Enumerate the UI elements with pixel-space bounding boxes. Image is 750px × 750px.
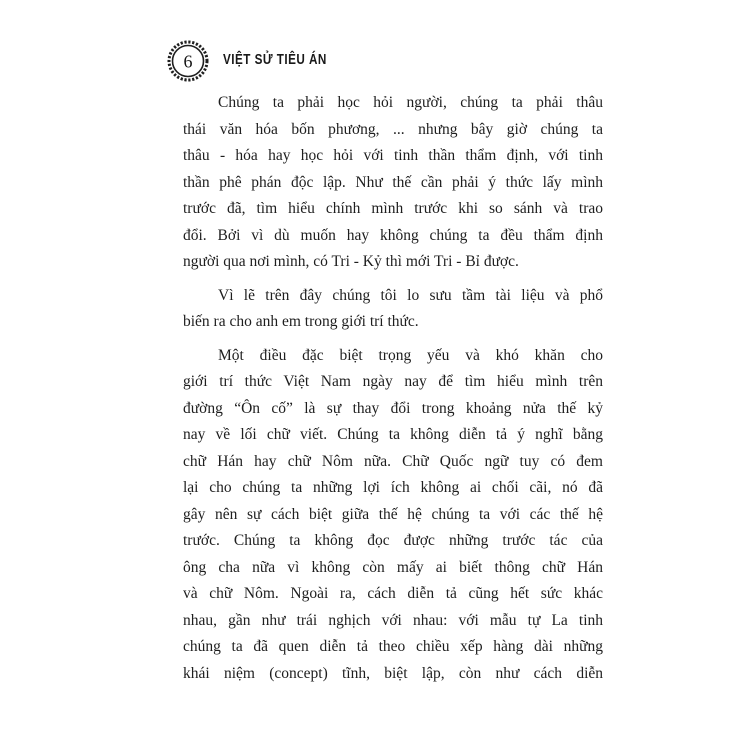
paragraph-1 (183, 90, 603, 276)
text-line: đổi. Bởi vì dù muốn hay không chúng ta đều thẩm định (183, 226, 603, 244)
paragraph-3 (183, 343, 603, 688)
text-line: nay về lối chữ viết. Chúng ta không diễn tả ý nghĩ bằng (183, 426, 603, 443)
text-line: trước. Chúng ta không đọc được những trước tác của (183, 532, 603, 549)
text-line: thái văn hóa bốn phương, ... nhưng bây giờ chúng ta (183, 120, 603, 138)
running-title: VIỆT SỬ TIÊU ÁN (223, 51, 327, 68)
text-line: lại cho chúng ta những lợi ích không ai chối cãi, nó đã (183, 479, 603, 496)
page-number: 6 (183, 51, 193, 72)
page-header (166, 39, 356, 83)
text-line: giới trí thức Việt Nam ngày nay để tìm hiểu mình trên (183, 373, 603, 390)
page-number-badge (166, 39, 210, 83)
text-line: trước đã, tìm hiểu chính mình trước khi so sánh và trao (183, 200, 603, 217)
text-line: thâu - hóa hay học hỏi với tinh thần thẩm định, với tinh (183, 147, 603, 164)
paragraph-2 (183, 283, 603, 336)
text-line: đường “Ôn cố” là sự thay đổi trong khoảng nửa thế kỷ (183, 399, 603, 417)
text-line: thần phê phán độc lập. Như thế cần phải ý thức lấy mình (183, 173, 603, 191)
text-line: Chúng ta phải học hỏi người, chúng ta phải thâu (218, 94, 603, 111)
text-line: chúng ta đã quen diễn tả theo chiều xếp hàng dài những (183, 638, 603, 655)
text-line: và chữ Nôm. Ngoài ra, cách diễn tả cũng hết sức khác (183, 585, 603, 602)
text-line: Một điều đặc biệt trọng yếu và khó khăn cho (218, 346, 603, 364)
text-line: ông cha nữa vì không còn mấy ai biết thông chữ Hán (183, 558, 603, 576)
text-line: người qua nơi mình, có Tri - Kỷ thì mới Tri - Bỉ được. (183, 253, 519, 270)
body-text (183, 90, 603, 687)
text-line: Vì lẽ trên đây chúng tôi lo sưu tầm tài liệu và phổ (218, 286, 603, 304)
text-line: nhau, gần như trái nghịch với nhau: với mẫu tự La tinh (183, 611, 603, 629)
text-line: chữ Hán hay chữ Nôm nữa. Chữ Quốc ngữ tuy có đem (183, 452, 603, 470)
text-line: biến ra cho anh em trong giới trí thức. (183, 313, 419, 330)
text-line: gây nên sự cách biệt giữa thế hệ chúng ta với các thế hệ (183, 505, 603, 523)
text-line: khái niệm (concept) tĩnh, biệt lập, còn như cách diễn (183, 664, 603, 682)
